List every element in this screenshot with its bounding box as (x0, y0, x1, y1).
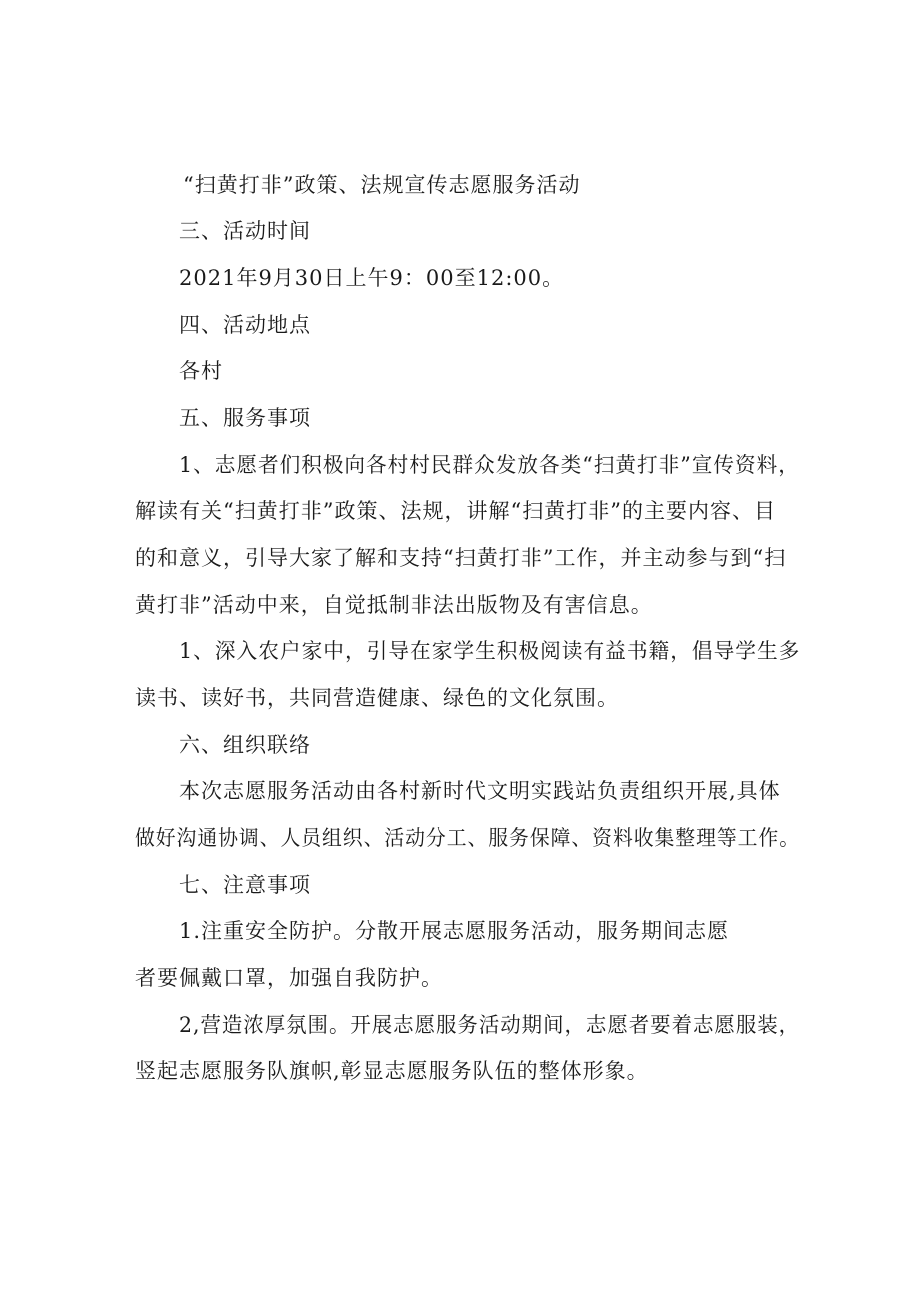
paragraph-line: 1.注重安全防护。分散开展志愿服务活动，服务期间志愿 (179, 919, 730, 943)
paragraph-line: 解读有关“扫黄打非”政策、法规，讲解“扫黄打非”的主要内容、目 (135, 499, 776, 523)
paragraph-line: 本次志愿服务活动由各村新时代文明实践站负责组织开展,具体 (179, 779, 781, 803)
section-heading-services: 五、服务事项 (179, 406, 311, 430)
paragraph-line: 读书、读好书，共同营造健康、绿色的文化氛围。 (135, 686, 619, 710)
paragraph-line: 做好沟通协调、人员组织、活动分工、服务保障、资料收集整理等工作。 (135, 826, 800, 850)
activity-title-line: “扫黄打非”政策、法规宣传志愿服务活动 (183, 173, 581, 197)
paragraph-line: 的和意义，引导大家了解和支持“扫黄打非”工作，并主动参与到“扫 (135, 546, 787, 570)
section-heading-location: 四、活动地点 (179, 313, 311, 337)
section-heading-notes: 七、注意事项 (179, 873, 311, 897)
paragraph-line: 2,营造浓厚氛围。开展志愿服务活动期间，志愿者要着志愿服装， (179, 1013, 801, 1037)
paragraph-line: 竖起志愿服务队旗帜,彰显志愿服务队伍的整体形象。 (135, 1059, 649, 1083)
paragraph-line: 者要佩戴口罩，加强自我防护。 (135, 966, 443, 990)
activity-time-text: 2021年9月30日上午9：00至12:00。 (179, 266, 565, 290)
paragraph-line: 黄打非”活动中来，自觉抵制非法出版物及有害信息。 (135, 593, 653, 617)
paragraph-line: 1、志愿者们积极向各村村民群众发放各类“扫黄打非”宣传资料， (179, 453, 800, 477)
activity-location-text: 各村 (179, 359, 223, 383)
paragraph-line: 1、深入农户家中，引导在家学生积极阅读有益书籍，倡导学生多 (179, 639, 801, 663)
section-heading-organization: 六、组织联络 (179, 733, 311, 757)
section-heading-time: 三、活动时间 (179, 219, 311, 243)
